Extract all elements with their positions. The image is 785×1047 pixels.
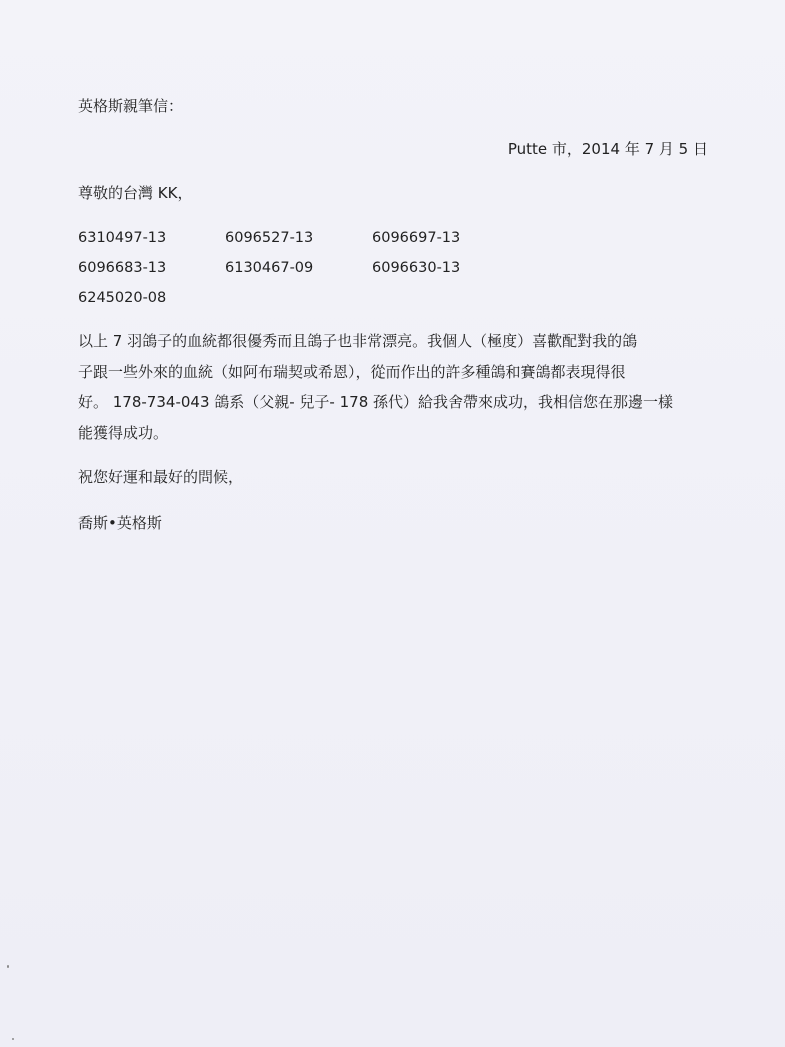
- ring-number: 6310497-13: [78, 230, 167, 246]
- scan-speck: [12, 1038, 14, 1040]
- ring-number: 6096527-13: [225, 230, 314, 246]
- body-line: 子跟一些外來的血統（如阿布瑞契或希恩），從而作出的許多種鴿和賽鴿都表現得很: [78, 362, 626, 381]
- ring-number: 6096630-13: [372, 260, 461, 276]
- letter-closing: 祝您好運和最好的問候，: [78, 468, 244, 486]
- scan-speck: [7, 965, 9, 968]
- letter-signature: 喬斯•英格斯: [78, 514, 162, 532]
- body-line: 好。 178-734-043 鴿系（父親- 兒子- 178 孫代）給我舍帶來成功，我相信您在那邊一樣: [78, 393, 674, 411]
- body-line: 能獲得成功。: [78, 423, 169, 442]
- letter-heading: 英格斯親筆信：: [78, 97, 184, 115]
- ring-number: 6096697-13: [372, 230, 461, 246]
- body-line: 以上 7 羽鴿子的血統都很優秀而且鴿子也非常漂亮。我個人（極度）喜歡配對我的鴿: [78, 332, 638, 350]
- ring-number: 6096683-13: [78, 260, 167, 276]
- ring-number: 6245020-08: [78, 290, 167, 306]
- letter-greeting: 尊敬的台灣 KK，: [78, 184, 193, 202]
- letter-body-paragraph: [78, 326, 718, 448]
- ring-number: 6130467-09: [225, 260, 314, 276]
- letter-dateline: Putte 市，2014 年 7 月 5 日: [507, 140, 708, 158]
